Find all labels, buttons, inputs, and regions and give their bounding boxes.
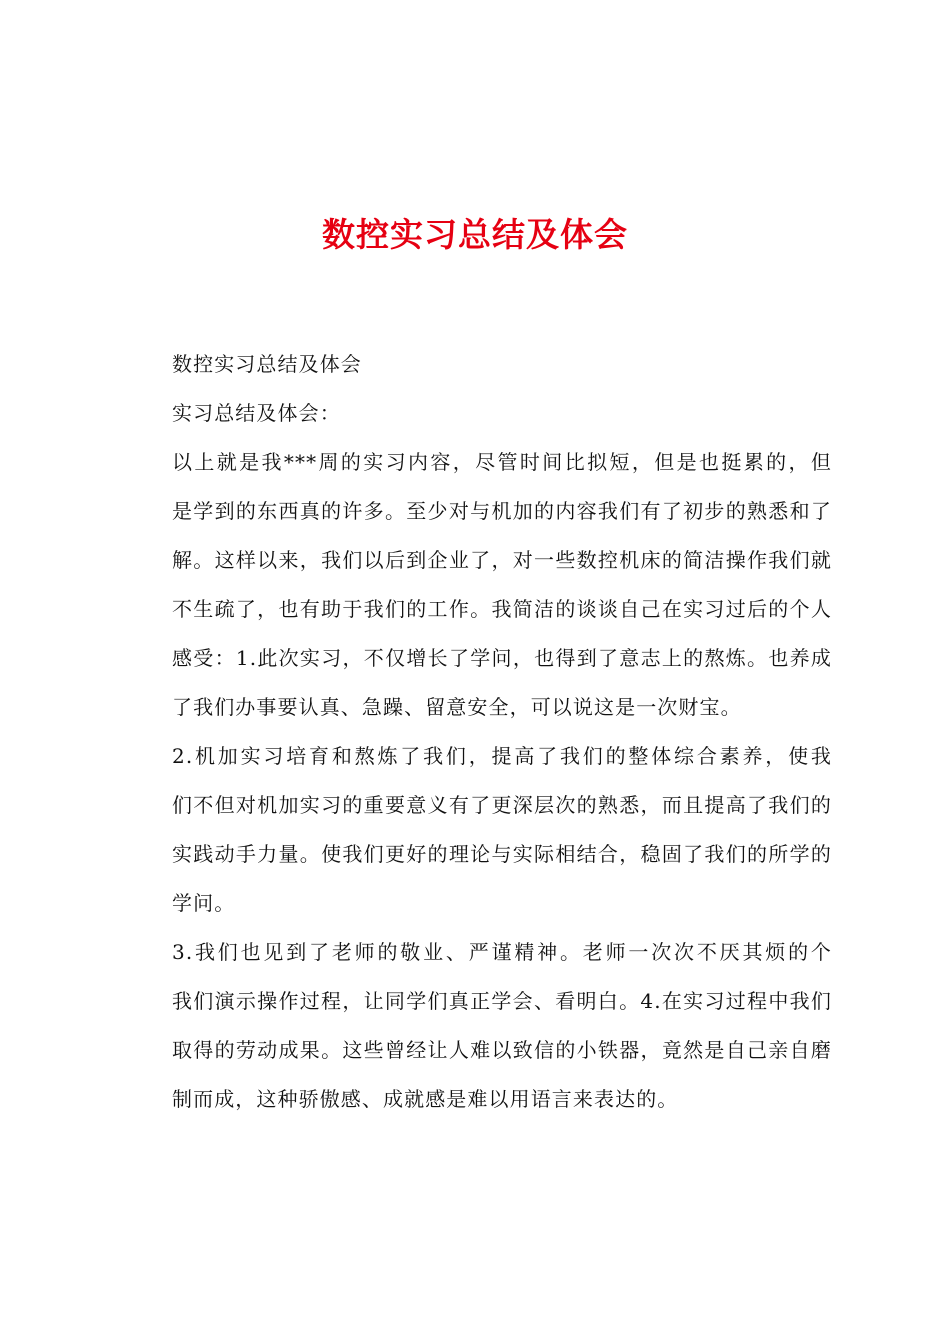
paragraph-intro: [128, 438, 832, 732]
document-title: 数控实习总结及体会: [322, 215, 628, 254]
paragraph-line: 我们演示操作过程，让同学们真正学会、看明白。4.在实习过程中我们: [172, 989, 832, 1013]
paragraph-line: 数控实习总结及体会: [172, 352, 362, 376]
paragraph-line: 制而成，这种骄傲感、成就感是难以用语言来表达的。: [172, 1087, 679, 1111]
paragraph-line: 不生疏了，也有助于我们的工作。我简洁的谈谈自己在实习过后的个人: [172, 597, 832, 621]
paragraph-line: 实习总结及体会：: [172, 401, 341, 425]
paragraph-line: 3.我们也见到了老师的敬业、严谨精神。老师一次次不厌其烦的个: [172, 940, 832, 964]
document-body: [128, 340, 832, 1124]
paragraph-line: 以上就是我***周的实习内容，尽管时间比拟短，但是也挺累的，但: [172, 450, 832, 474]
paragraph-line: 解。这样以来，我们以后到企业了，对一些数控机床的简洁操作我们就: [172, 548, 832, 572]
paragraph-line: 感受：1.此次实习，不仅增长了学问，也得到了意志上的熬炼。也养成: [172, 646, 832, 670]
paragraph-line: 了我们办事要认真、急躁、留意安全，可以说这是一次财宝。: [172, 695, 742, 719]
paragraph-line: 取得的劳动成果。这些曾经让人难以致信的小铁器，竟然是自己亲自磨: [172, 1038, 832, 1062]
paragraph-line: 是学到的东西真的许多。至少对与机加的内容我们有了初步的熟悉和了: [172, 499, 832, 523]
paragraph-line: 2.机加实习培育和熬炼了我们，提高了我们的整体综合素养，使我: [172, 744, 832, 768]
paragraph-point-2: [128, 732, 832, 928]
paragraph-subtitle: [128, 340, 832, 389]
paragraph-point-3: [128, 928, 832, 1124]
paragraph-line: 学问。: [172, 891, 236, 915]
paragraph-line: 实践动手力量。使我们更好的理论与实际相结合，稳固了我们的所学的: [172, 842, 832, 866]
paragraph-line: 们不但对机加实习的重要意义有了更深层次的熟悉，而且提高了我们的: [172, 793, 832, 817]
paragraph-heading: [128, 389, 832, 438]
